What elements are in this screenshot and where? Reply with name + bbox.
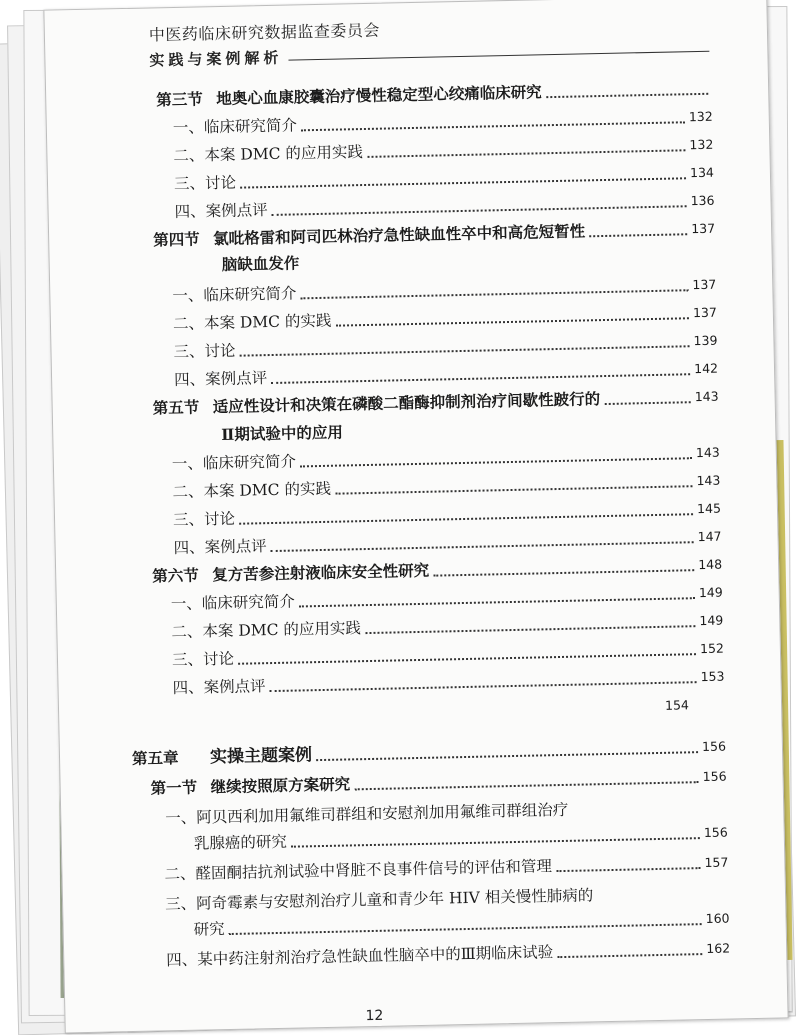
toc-title: 四、案例点评 [172, 677, 266, 698]
toc-page-number: 149 [699, 612, 724, 629]
toc-title: 二、本案 DMC 的应用实践 [171, 619, 362, 642]
toc-title: 二、本案 DMC 的实践 [172, 479, 332, 502]
toc-title: 地奥心血康胶囊治疗慢性稳定型心绞痛临床研究 [216, 82, 542, 109]
toc-title: 一、临床研究简介 [172, 284, 297, 306]
toc-page-number: 137 [691, 220, 716, 237]
toc-page-number: 139 [693, 332, 718, 349]
toc-page-number: 143 [694, 388, 719, 405]
toc-page-number: 156 [703, 824, 728, 841]
toc-title: 氯吡格雷和阿司匹林治疗急性缺血性卒中和高危短暂性 [212, 221, 586, 249]
toc-page-number: 143 [695, 444, 720, 461]
toc-page-number: 160 [705, 910, 730, 927]
toc-item [173, 499, 721, 530]
toc-item [221, 423, 343, 446]
toc-item [173, 331, 717, 362]
dot-leader [240, 345, 690, 356]
toc-number: 第三节 [156, 89, 203, 110]
dot-leader [589, 233, 687, 237]
toc-title: 三、阿奇霉素与安慰剂治疗儿童和青少年 HIV 相关慢性肺病的 [164, 886, 594, 914]
toc-page-number: 132 [688, 108, 713, 125]
toc-page-number: 157 [704, 854, 729, 871]
toc-item [171, 611, 723, 643]
dot-leader [316, 751, 698, 761]
toc-item [193, 909, 729, 940]
dot-leader [299, 597, 695, 607]
header-book-title: 实践与案例解析 [149, 48, 283, 70]
toc-title: 四、案例点评 [173, 369, 268, 390]
toc-title: 三、讨论 [173, 173, 237, 193]
toc-title: 四、某中药注射剂治疗急性缺血性脑卒中的Ⅲ期临床试验 [166, 943, 554, 970]
toc-page-number: 156 [701, 738, 727, 755]
dot-leader [272, 205, 687, 216]
dot-leader [300, 457, 692, 467]
toc-item [165, 800, 568, 828]
toc-page-number: 152 [699, 640, 725, 657]
toc-title: 一、临床研究简介 [171, 452, 297, 474]
toc-page-number: 149 [698, 584, 723, 601]
toc-section [153, 387, 719, 419]
page-number: 12 [365, 1007, 384, 1025]
toc-page-number: 136 [690, 192, 715, 209]
dot-leader [271, 541, 694, 552]
toc-title: 四、案例点评 [173, 537, 267, 558]
toc-page-number: 137 [692, 276, 717, 293]
toc-section [150, 767, 726, 799]
toc-title: 研究 [193, 920, 225, 939]
toc-item [172, 275, 716, 306]
toc-title: 四、案例点评 [174, 201, 268, 221]
toc-page-number: 162 [706, 940, 731, 957]
dot-leader [239, 513, 693, 525]
toc-item [174, 163, 714, 194]
dot-leader [301, 121, 685, 131]
toc-item [166, 939, 730, 971]
toc-title: 继续按照原方案研究 [210, 774, 351, 797]
toc-page-number: 156 [702, 768, 727, 785]
dot-leader [354, 781, 699, 790]
toc-number: 第五节 [152, 397, 200, 418]
dot-leader [557, 953, 702, 958]
toc-page-number: 137 [692, 304, 717, 321]
dot-leader [271, 373, 690, 384]
toc-item [174, 191, 714, 222]
toc-title: 实操主题案例 [209, 745, 313, 768]
toc-page-number: 145 [696, 500, 722, 517]
toc-number: 第五章 [131, 748, 179, 768]
toc-item [194, 823, 728, 854]
toc-item [165, 885, 594, 914]
toc-item [172, 471, 720, 502]
toc-title: 三、讨论 [172, 509, 236, 530]
toc-title: 一、阿贝西利加用氟维司群组和安慰剂加用氟维司群组治疗 [165, 800, 569, 828]
toc-item [173, 527, 721, 558]
toc-title: Ⅱ期试验中的应用 [221, 422, 344, 445]
toc-number: 第一节 [150, 777, 198, 798]
toc-title: 脑缺血发作 [221, 253, 300, 275]
toc-page-number: 148 [698, 556, 723, 573]
dot-leader [238, 653, 696, 665]
toc-title: 一、临床研究简介 [170, 592, 296, 614]
toc-item [173, 303, 717, 334]
toc-item [164, 853, 728, 885]
toc-title: 二、本案 DMC 的实践 [172, 311, 332, 334]
toc-item [172, 443, 720, 474]
toc-section [152, 555, 722, 587]
toc-title: 三、讨论 [173, 341, 236, 362]
dot-leader [556, 867, 701, 872]
toc-title: 三、讨论 [171, 649, 235, 670]
toc-page-number: 147 [697, 528, 722, 545]
dot-leader [291, 837, 700, 848]
toc-item [172, 667, 724, 699]
toc-title: 复方苦参注射液临床安全性研究 [212, 560, 430, 585]
toc-item [174, 359, 718, 390]
dot-leader [336, 317, 690, 326]
dot-leader [229, 923, 702, 935]
toc-title: 一、临床研究简介 [172, 116, 298, 138]
toc-item [665, 695, 725, 716]
toc-page-number: 153 [700, 668, 725, 685]
dot-leader [367, 149, 686, 158]
toc-number: 第四节 [153, 229, 200, 250]
toc-chapter [132, 737, 726, 769]
dot-leader [604, 401, 691, 405]
toc-item [171, 583, 723, 615]
toc-item [222, 253, 300, 275]
toc-title: 乳腺癌的研究 [193, 832, 288, 853]
dot-leader [240, 177, 686, 188]
header-org: 中医药临床研究数据监查委员会 [148, 20, 381, 45]
toc-section [153, 219, 715, 251]
toc-page-number: 142 [694, 360, 719, 377]
dot-leader [433, 569, 694, 576]
toc-page-number: 132 [689, 136, 714, 153]
toc-page-number: 143 [696, 472, 721, 489]
toc-item [173, 107, 713, 138]
dot-leader [546, 93, 708, 98]
toc-title: 二、本案 DMC 的应用实践 [173, 143, 364, 165]
toc-item [173, 135, 713, 166]
dot-leader [270, 681, 697, 692]
dot-leader [365, 625, 696, 634]
toc-page-number: 154 [664, 697, 690, 713]
toc-title: 二、醛固酮拮抗剂试验中肾脏不良事件信号的评估和管理 [164, 857, 553, 884]
toc-page [43, 0, 788, 1033]
table-of-contents [44, 0, 787, 1032]
toc-item [172, 639, 724, 671]
toc-number: 第六节 [152, 565, 199, 586]
toc-title: 适应性设计和决策在磷酸二酯酶抑制剂治疗间歇性跛行的 [212, 389, 601, 417]
toc-section [156, 79, 712, 111]
toc-page-number: 134 [689, 164, 715, 181]
dot-leader [335, 485, 693, 494]
dot-leader [300, 289, 688, 299]
